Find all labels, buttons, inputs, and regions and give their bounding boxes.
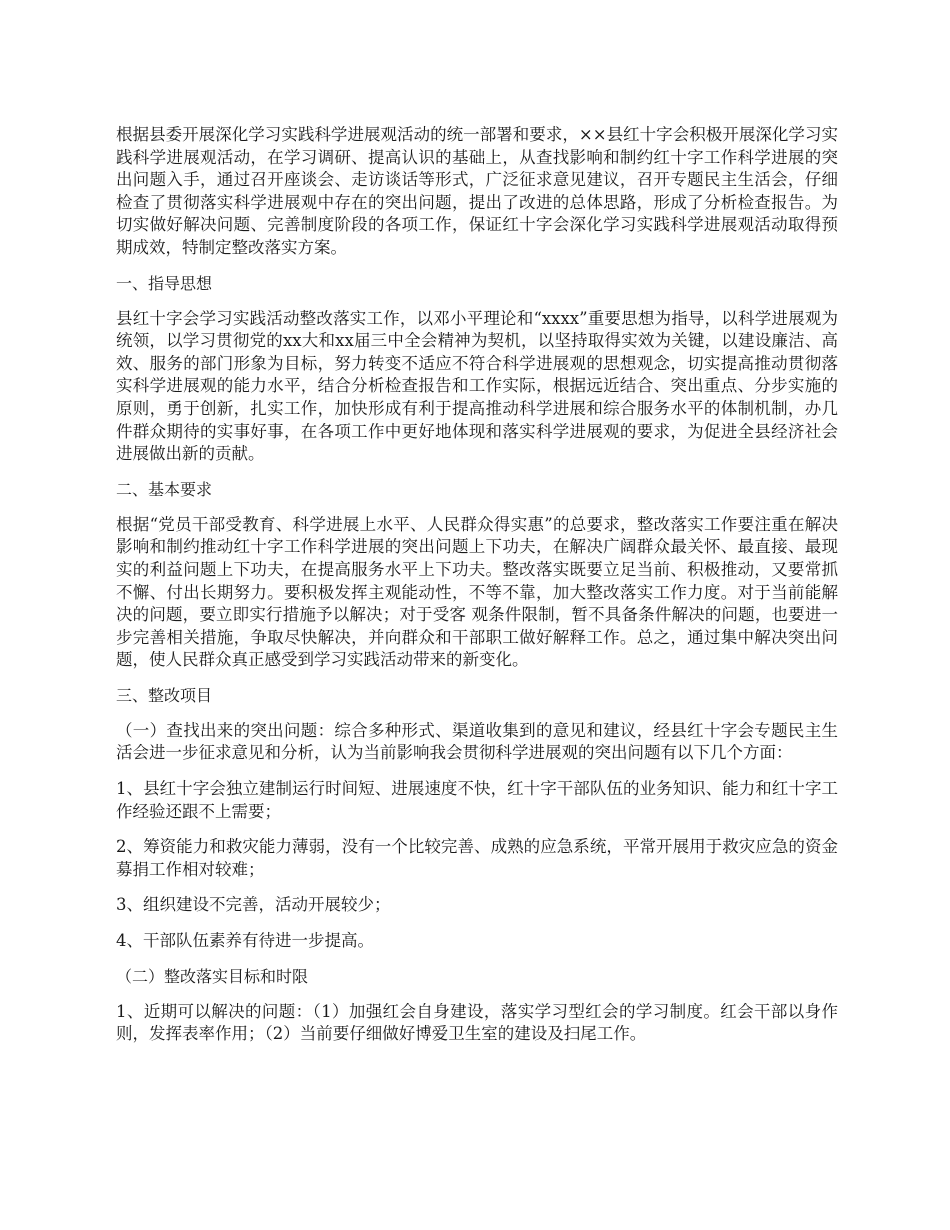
- intro-paragraph: 根据县委开展深化学习实践科学进展观活动的统一部署和要求，××县红十字会积极开展深化学习实践科学进展观活动，在学习调研、提高认识的基础上，从查找影响和制约红十字工作科学进展的突出问题入手，通过召开座谈会、走访谈话等形式，广泛征求意见建议，召开专题民主生活会，仔细检查了贯彻落实科学进展观中存在的突出问题，提出了改进的总体思路，形成了分析检查报告。为切实做好解决问题、完善制度阶段的各项工作，保证红十字会深化学习实践科学进展观活动取得预期成效，特制定整改落实方案。: [116, 125, 838, 257]
- problem-item: 2、筹资能力和救灾能力薄弱，没有一个比较完善、成熟的应急系统，平常开展用于救灾应急的资金募捐工作相对较难；: [116, 837, 838, 879]
- guiding-ideology-paragraph: 县红十字会学习实践活动整改落实工作，以邓小平理论和“xxxx”重要思想为指导，以科学进展观为统领，以学习贯彻党的xx大和xx届三中全会精神为契机，以坚持取得实效为关键，以建设廉洁、高效、服务的部门形象为目标，努力转变不适应不符合科学进展观的思想观念，切实提高推动贯彻落实科学进展观的能力水平，结合分析检查报告和工作实际，根据远近结合、突出重点、分步实施的原则，勇于创新，扎实工作，加快形成有利于提高推动科学进展和综合服务水平的体制机制，办几件群众期待的实事好事，在各项工作中更好地体现和落实科学进展观的要求，为促进全县经济社会进展做出新的贡献。: [116, 308, 838, 464]
- problem-item: 1、县红十字会独立建制运行时间短、进展速度不快，红十字干部队伍的业务知识、能力和红十字工作经验还跟不上需要；: [116, 779, 838, 821]
- section-heading-guiding-ideology: 一、指导思想: [116, 273, 213, 293]
- problem-item: 3、组织建设不完善，活动开展较少；: [116, 895, 391, 915]
- section-heading-rectification-items: 三、整改项目: [116, 685, 213, 705]
- problem-item: 4、干部队伍素养有待进一步提高。: [116, 931, 374, 951]
- subsection-heading-targets: （二）整改落实目标和时限: [116, 966, 309, 986]
- basic-requirements-paragraph: 根据“党员干部受教育、科学进展上水平、人民群众得实惠”的总要求，整改落实工作要注重在解决影响和制约推动红十字工作科学进展的突出问题上下功夫，在解决广阔群众最关怀、最直接、最现实的利益问题上下功夫，在提高服务水平上下功夫。整改落实既要立足当前、积极推动，又要常抓不懈、付出长期努力。要积极发挥主观能动性，不等不靠，加大整改落实工作力度。对于当前能解决的问题，要立即实行措施予以解决；对于受客 观条件限制，暂不具备条件解决的问题，也要进一步完善相关措施，争取尽快解决，并向群众和干部职工做好解释工作。总之，通过集中解决突出问题，使人民群众真正感受到学习实践活动带来的新变化。: [116, 514, 838, 670]
- section-heading-basic-requirements: 二、基本要求: [116, 479, 213, 499]
- targets-item: 1、近期可以解决的问题：（1）加强红会自身建设，落实学习型红会的学习制度。红会干部以身作则，发挥表率作用；（2）当前要仔细做好博爱卫生室的建设及扫尾工作。: [116, 1001, 838, 1044]
- document-page: [116, 124, 838, 1059]
- prominent-problems-paragraph: （一）查找出来的突出问题：综合多种形式、渠道收集到的意见和建议，经县红十字会专题民主生活会进一步征求意见和分析，认为当前影响我会贯彻科学进展观的突出问题有以下几个方面：: [116, 720, 838, 763]
